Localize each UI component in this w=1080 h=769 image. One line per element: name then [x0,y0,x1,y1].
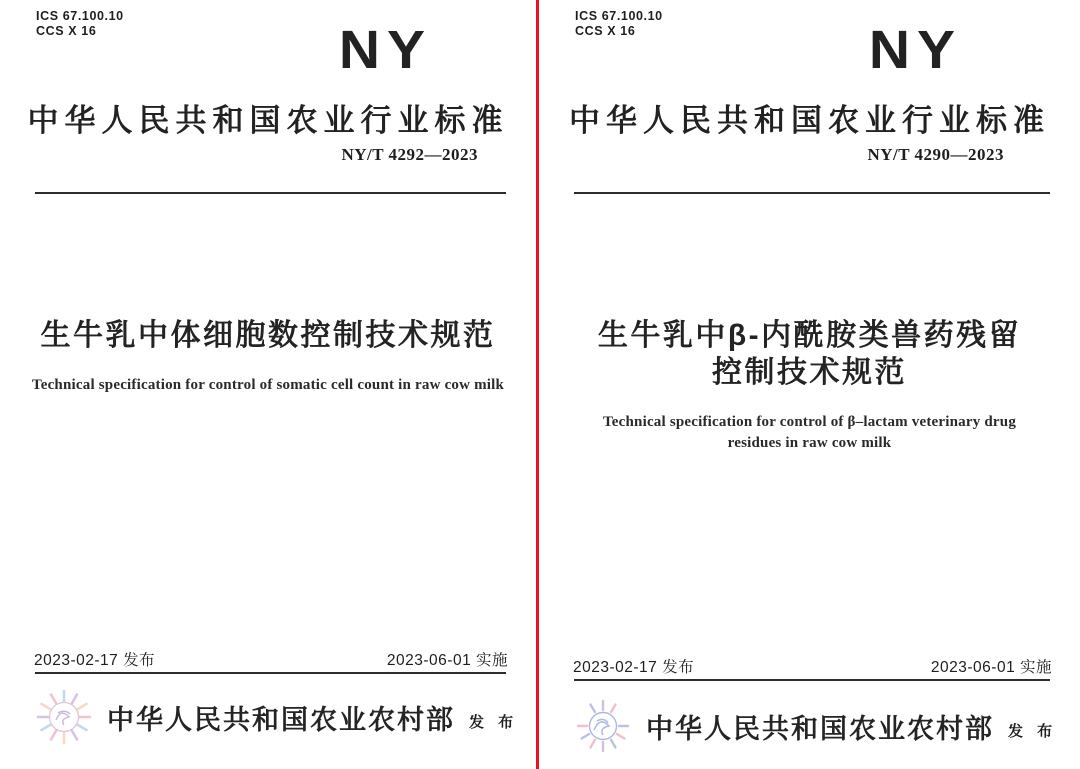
publisher-row [573,693,1064,759]
implementation-date: 2023-06-01 实施 [930,659,1052,676]
dates-row [34,648,508,670]
title-block [18,317,518,396]
standard-cover-page-1 [0,0,536,769]
standard-title-en-line1: Technical specification for control of somatic cell count in raw cow milk [31,377,505,393]
standard-title-en [557,412,1062,454]
standard-title-en [18,375,518,396]
issue-date: 2023-02-17 发布 [573,659,695,676]
implementation-date: 2023-06-01 实施 [386,652,508,669]
ics-code: ICS 67.100.10 [575,9,663,23]
footer-rule [35,672,506,674]
dates-row [573,655,1052,677]
standard-category-title: 中华人民共和国农业行业标准 [569,103,1050,138]
standard-title-cn-line2: 控制技术规范 [712,356,907,389]
ministry-seal-icon [34,684,94,750]
standard-title-cn: 生牛乳中β-内酰胺类兽药残留 [597,319,1022,352]
ics-ccs-codes [36,9,124,39]
footer-rule [574,679,1050,681]
ny-logo: NY [338,19,432,81]
ccs-code: CCS X 16 [575,24,636,38]
standard-title-cn: 生牛乳中体细胞数控制技术规范 [40,319,496,352]
standard-title-en-line1: Technical specification for control of β–lactam veterinary drug [602,414,1017,430]
ics-ccs-codes [575,9,663,39]
ny-logo: NY [868,19,962,81]
header-rule [35,192,506,194]
title-block [557,317,1062,454]
publisher-row [34,684,520,750]
header-rule [574,192,1050,194]
publish-label: 发 布 [1008,722,1058,740]
standard-category-title: 中华人民共和国农业行业标准 [27,103,509,138]
publisher-name: 中华人民共和国农业农村部 [646,713,994,744]
publish-label: 发 布 [469,713,519,731]
issue-date: 2023-02-17 发布 [34,652,156,669]
ccs-code: CCS X 16 [36,24,97,38]
ministry-seal-icon [573,693,633,759]
ics-code: ICS 67.100.10 [36,9,124,23]
publisher-name: 中华人民共和国农业农村部 [107,704,455,735]
standard-cover-page-2 [539,0,1080,769]
standard-number: NY/T 4290—2023 [867,145,1004,164]
standard-number: NY/T 4292—2023 [341,145,478,164]
standard-title-en-line2: residues in raw cow milk [727,435,892,451]
